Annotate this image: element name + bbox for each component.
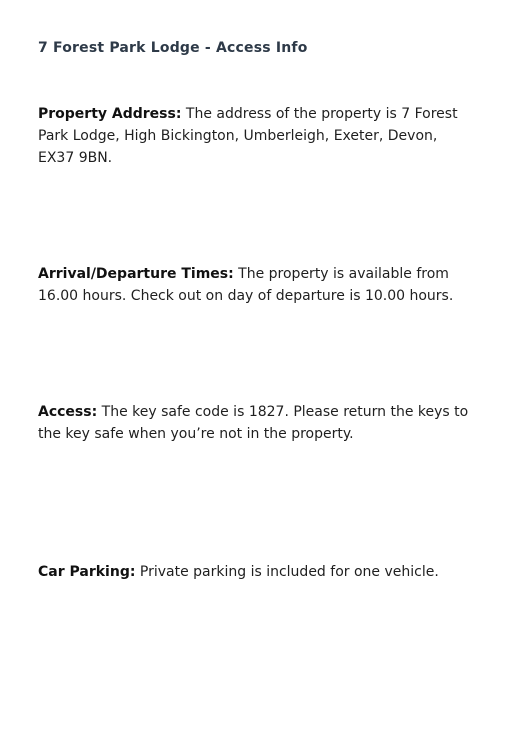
arrival-departure-label: Arrival/Departure Times: [38, 266, 234, 282]
car-parking-section [38, 561, 470, 583]
page-title: 7 Forest Park Lodge - Access Info [38, 40, 308, 56]
property-address-label: Property Address: [38, 106, 182, 122]
arrival-departure-section [38, 263, 470, 307]
access-section [38, 401, 470, 445]
arrival-departure-text: The property is available from 16.00 hours. Check out on day of departure is 10.00 hours. [38, 266, 454, 304]
property-address-section [38, 103, 470, 169]
access-label: Access: [38, 404, 98, 420]
property-address-text: The address of the property is 7 Forest Park Lodge, High Bickington, Umberleigh, Exeter, Devon, EX37 9BN. [38, 106, 458, 166]
access-text: The key safe code is 1827. Please return the keys to the key safe when you’re not in the property. [38, 404, 469, 442]
car-parking-label: Car Parking: [38, 564, 136, 580]
car-parking-text: Private parking is included for one vehicle. [139, 564, 439, 580]
